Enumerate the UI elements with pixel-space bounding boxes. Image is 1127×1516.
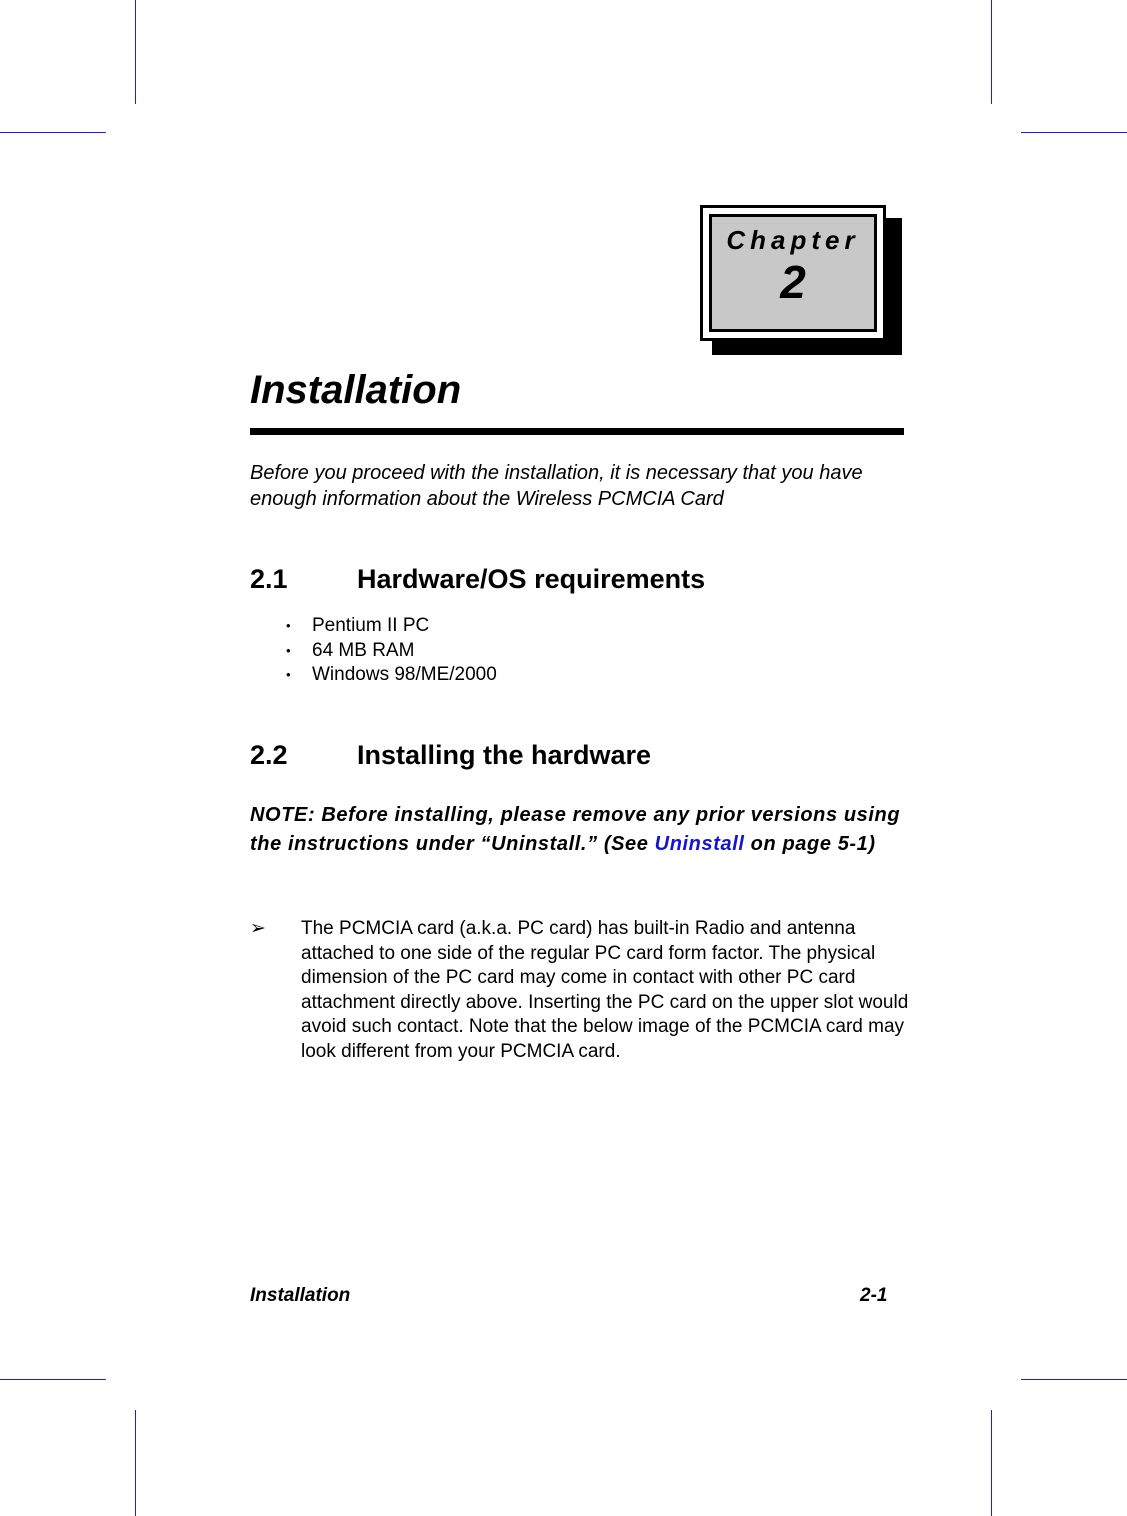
requirements-list: [286, 614, 497, 688]
section-title: Hardware/OS requirements: [357, 564, 706, 594]
footer-title: Installation: [250, 1285, 351, 1306]
note-text: NOTE: Before installing, please remove any prior versions using the instructions under “Uninstall.” (See Uninstall on page 5-1): [250, 804, 901, 855]
chapter-box: [700, 205, 886, 341]
intro-text: Before you proceed with the installation, it is necessary that you have enough information about the Wireless PCMCIA Card: [250, 462, 863, 510]
crop-mark: [991, 1410, 992, 1516]
crop-mark: [1021, 1379, 1127, 1380]
section-number: 2.1: [250, 564, 288, 594]
chapter-box-inner: [709, 214, 877, 332]
paragraph-text: The PCMCIA card (a.k.a. PC card) has built-in Radio and antenna attached to one side of the regular PC card form factor. The physical dimension of the PC card may come in contact with other PC card attachment directly above. Inserting the PC card on the upper slot would avoid such contact. Note that the below image of the PCMCIA card may look different from your PCMCIA card.: [301, 918, 909, 1062]
crop-mark: [135, 0, 136, 104]
section-heading-hardware-os: [250, 564, 705, 595]
crop-mark: [1021, 132, 1127, 133]
bullet-icon: •: [286, 618, 291, 633]
chapter-number: 2: [780, 256, 806, 308]
chapter-label: Chapter: [726, 225, 860, 255]
bullet-icon: •: [286, 642, 291, 658]
bullet-icon: •: [286, 667, 291, 682]
list-item: • Windows 98/ME/2000: [286, 663, 497, 688]
list-item: • 64 MB RAM: [286, 639, 497, 664]
page-title: Installation: [250, 368, 462, 412]
crop-mark: [0, 1379, 106, 1380]
page-number: 2-1: [860, 1285, 888, 1306]
section-heading-installing-hardware: [250, 740, 651, 771]
crop-mark: [135, 1410, 136, 1516]
arrow-bullet-icon: ➢: [250, 918, 266, 939]
crop-mark: [0, 132, 106, 133]
uninstall-link[interactable]: Uninstall: [654, 833, 745, 855]
crop-mark: [991, 0, 992, 104]
title-rule: [250, 428, 904, 435]
section-title: Installing the hardware: [357, 740, 652, 770]
section-number: 2.2: [250, 740, 288, 770]
list-item: • Pentium II PC: [286, 614, 497, 639]
